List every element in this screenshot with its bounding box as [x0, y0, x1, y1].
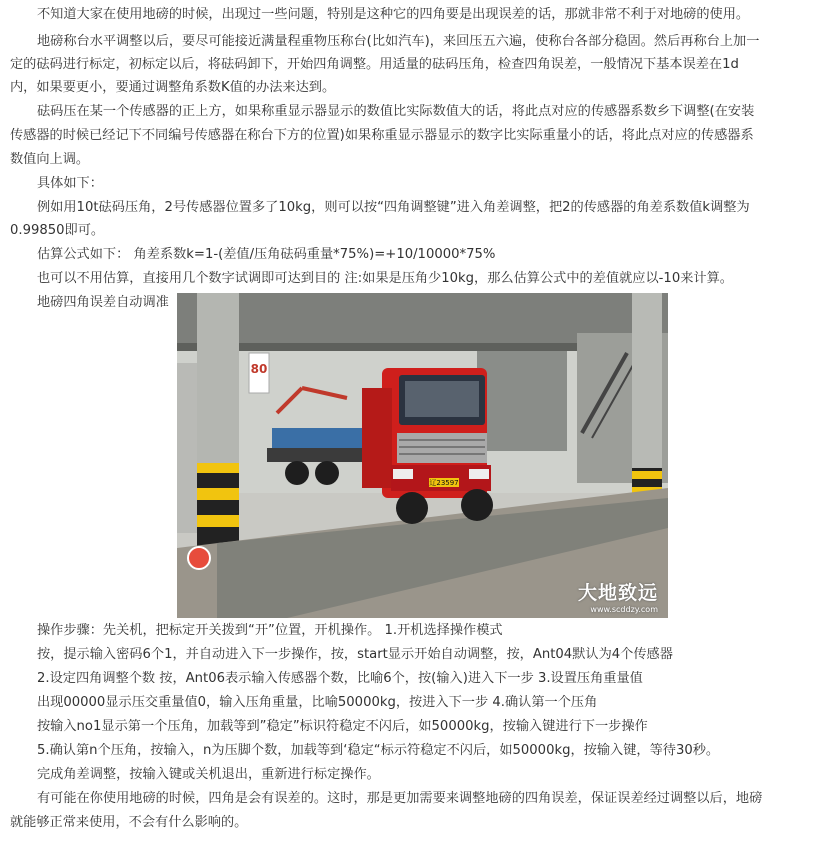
- paragraph-details-heading: 具体如下：: [37, 176, 103, 191]
- paragraph-sensor-line3: 数值向上调。: [10, 152, 90, 167]
- paragraph-example-line1: 例如用10t砝码压角，2号传感器位置多了10kg，则可以按“四角调整键”进入角差调整，把2的传感器的角差系数值k调整为: [37, 200, 750, 215]
- step-intro: 操作步骤：先关机，把标定开关拨到“开”位置，开机操作。 1.开机选择操作模式: [37, 623, 503, 638]
- step-line4: 出现00000显示压交重量值0，输入压角重量，比喻50000kg，按进入下一步 4.确认第一个压角: [37, 695, 598, 710]
- watermark-logo-text: 大地致远: [577, 582, 658, 604]
- paragraph-auto-adjust-heading: 地磅四角误差自动调准: [37, 295, 169, 310]
- step-line5: 按输入no1显示第一个压角，加载等到”稳定”标识符稳定不闪后，如50000kg，按输入键进行下一步操作: [37, 719, 648, 734]
- speed-limit-sign: 80: [250, 362, 268, 376]
- truck-scale-photo: [177, 293, 668, 618]
- paragraph-note: 也可以不用估算，直接用几个数字试调即可达到目的 注:如果是压角少10kg，那么估算公式中的差值就应以-10来计算。: [37, 271, 733, 286]
- paragraph-calibration-line3: 内，如果要更小，要通过调整角系数K值的办法来达到。: [10, 80, 336, 95]
- paragraph-conclusion-line1: 有可能在你使用地磅的时候，四角是会有误差的。这时，那是更加需要来调整地磅的四角误差，保证误差经过调整以后，地磅: [37, 791, 763, 806]
- paragraph-sensor-line1: 砝码压在某一个传感器的正上方，如果称重显示器显示的数值比实际数值大的话，将此点对应的传感器系数乡下调整(在安装: [37, 104, 755, 119]
- step-line7: 完成角差调整，按输入键或关机退出，重新进行标定操作。: [37, 767, 380, 782]
- paragraph-calibration-line1: 地磅称台水平调整以后，要尽可能接近满量程重物压称台(比如汽车)，来回压五六遍，使称台各部分稳固。然后再称台上加一: [37, 34, 760, 49]
- license-plate: 辽23597: [429, 479, 459, 487]
- truck-on-scale-image: [177, 293, 668, 618]
- step-line3: 2.设定四角调整个数 按，Ant06表示输入传感器个数，比喻6个，按(输入)进入下一步 3.设置压角重量值: [37, 671, 643, 686]
- watermark: [578, 578, 658, 614]
- paragraph-formula: 估算公式如下： 角差系数k=1-(差值/压角砝码重量*75%)=+10/10000*75%: [37, 247, 496, 262]
- watermark-url: www.scddzy.com: [590, 605, 658, 614]
- paragraph-calibration-line2: 定的砝码进行标定，初标定以后，将砝码卸下，开始四角调整。用适量的砝码压角，检查四角误差，一般情况下基本误差在1d: [10, 57, 739, 72]
- paragraph-conclusion-line2: 就能够正常来使用，不会有什么影响的。: [10, 815, 248, 830]
- paragraph-sensor-line2: 传感器的时候已经记下不同编号传感器在称台下方的位置)如果称重显示器显示的数字比实际重量小的话，将此点对应的传感器系: [10, 128, 754, 143]
- paragraph-intro: 不知道大家在使用地磅的时候，出现过一些问题，特别是这种它的四角要是出现误差的话，那就非常不利于对地磅的使用。: [37, 7, 750, 22]
- paragraph-example-line2: 0.99850即可。: [10, 223, 105, 238]
- step-line2: 按，提示输入密码6个1，并自动进入下一步操作，按，start显示开始自动调整，按，Ant04默认为4个传感器: [37, 647, 673, 662]
- step-line6: 5.确认第n个压角，按输入，n为压脚个数，加载等到‘稳定“标示符稳定不闪后，如50000kg，按输入键，等待30秒。: [37, 743, 720, 758]
